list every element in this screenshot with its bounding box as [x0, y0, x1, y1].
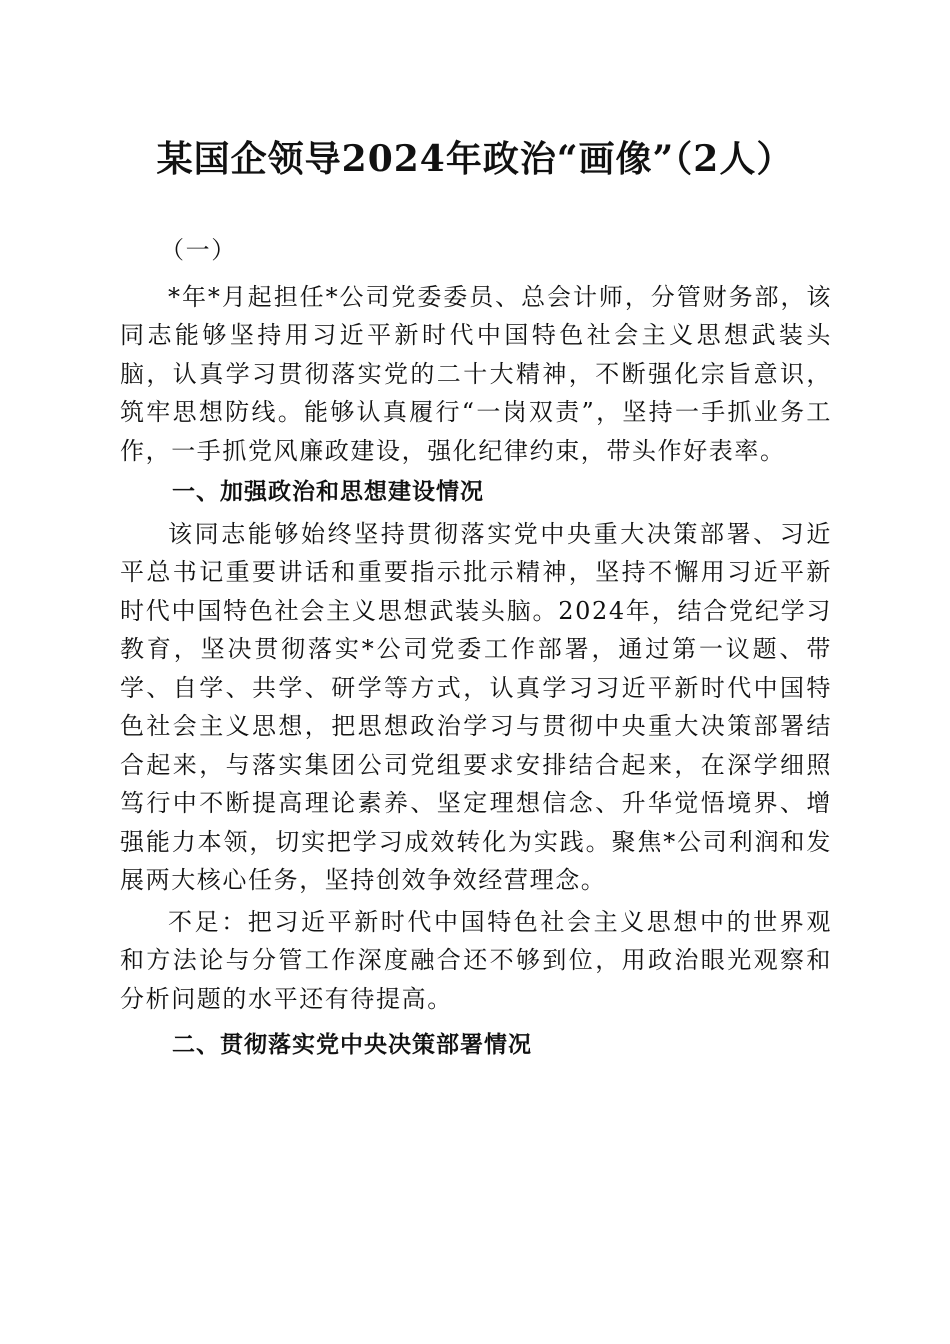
heading-political-ideological: 一、加强政治和思想建设情况	[172, 479, 484, 505]
heading-implementation: 二、贯彻落实党中央决策部署情况	[172, 1032, 532, 1058]
section-label: （一）	[160, 236, 237, 264]
intro-paragraph: *年*月起担任*公司党委委员、总会计师，分管财务部，该同志能够坚持用习近平新时代中国特色社会主义思想武装头脑，认真学习贯彻落实党的二十大精神，不断强化宗旨意识，筑牢思想防线。能够认真履行“一岗双责”，坚持一手抓业务工作，一手抓党风廉政建设，强化纪律约束，带头作好表率。	[120, 282, 832, 465]
paragraph-shortcomings: 不足：把习近平新时代中国特色社会主义思想中的世界观和方法论与分管工作深度融合还不够到位，用政治眼光观察和分析问题的水平还有待提高。	[120, 907, 832, 1013]
document-title: 某国企领导2024年政治“画像”（2人）	[156, 138, 794, 180]
document-body	[120, 231, 832, 1065]
paragraph-political-ideological: 该同志能够始终坚持贯彻落实党中央重大决策部署、习近平总书记重要讲话和重要指示批示精神，坚持不懈用习近平新时代中国特色社会主义思想武装头脑。2024年，结合党纪学习教育，坚决贯彻落实*公司党委工作部署，通过第一议题、带学、自学、共学、研学等方式，认真学习习近平新时代中国特色社会主义思想，把思想政治学习与贯彻中央重大决策部署结合起来，与落实集团公司党组要求安排结合起来，在深学细照笃行中不断提高理论素养、坚定理想信念、升华觉悟境界、增强能力本领，切实把学习成效转化为实践。聚焦*公司利润和发展两大核心任务，坚持创效争效经营理念。	[120, 519, 832, 894]
